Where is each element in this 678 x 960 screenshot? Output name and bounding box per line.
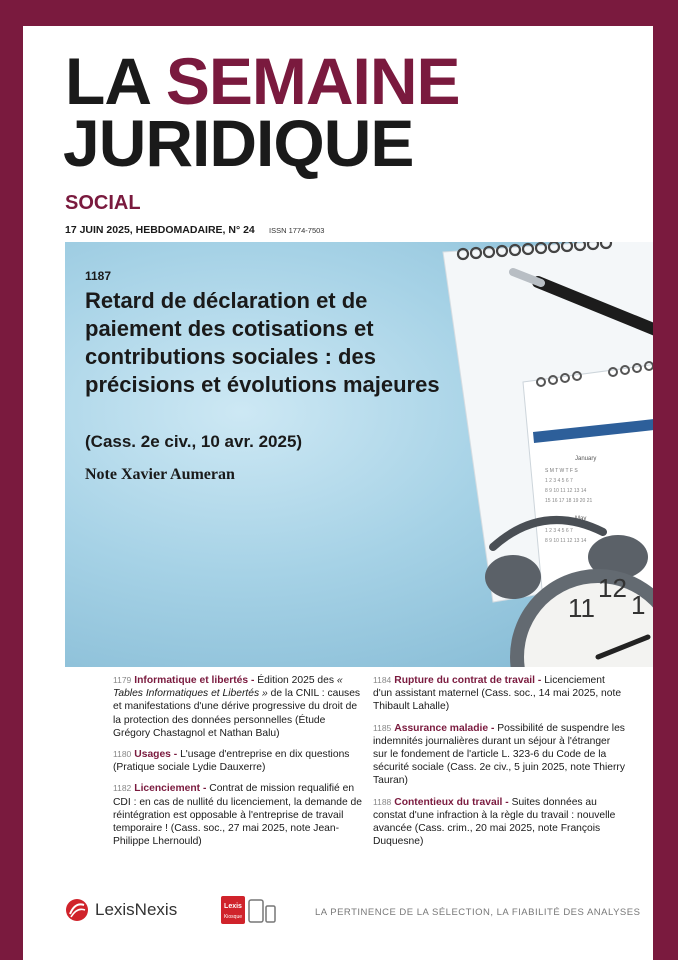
article-reference: (Cass. 2e civ., 10 avr. 2025) [85,432,303,451]
section-title: SOCIAL [65,192,141,214]
entry-topic: Assurance maladie - [394,722,495,734]
svg-text:1 2 3 4 5 6 7: 1 2 3 4 5 6 7 [545,528,573,534]
entry-text: Possibilité de suspendre les indemnités journalières durant un séjour à l'étranger sur le fondement de l'article L. 323-6 du Code de la sécurité sociale (Cass. 2e civ., 5 juin 2025, note Thierry Tauran) [373,722,626,787]
summary-left-column [113,674,365,856]
lexisnexis-emblem-icon [65,898,89,922]
entry-topic: Informatique et libertés - [134,675,255,686]
article-author: Note Xavier Aumeran [85,466,235,483]
calendar-days-header: S M T W T F S [545,468,578,474]
publisher-name: LexisNexis [95,900,178,919]
article-number: 1187 [85,269,112,283]
entry-number: 1180 [113,749,132,760]
summary-entry [373,674,625,714]
entry-topic: Rupture du contrat de travail - [394,675,542,686]
entry-number: 1185 [373,722,392,733]
svg-text:15 16 17 18 19 20 21: 15 16 17 18 19 20 21 [545,498,593,504]
issue-date: 17 JUIN 2025, HEBDOMADAIRE, N° 24 [65,224,255,236]
clock-number-1: 1 [631,590,646,620]
summary-entry [373,722,625,788]
svg-text:1 2 3 4 5 6 7: 1 2 3 4 5 6 7 [545,478,573,484]
issn: ISSN 1774-7503 [269,226,325,235]
cover-page [23,26,653,960]
entry-topic: Contentieux du travail - [394,796,509,808]
summary-right-column [373,674,625,856]
calendar-month-1: January [575,456,597,462]
svg-text:8 9 10 11 12 13 14: 8 9 10 11 12 13 14 [545,538,587,544]
tablet-icon [249,900,263,922]
phone-icon [266,906,275,922]
masthead-semaine: SEMAINE [165,44,460,118]
calendar-month-2: May [575,516,587,522]
entry-number: 1179 [113,675,132,685]
entry-number: 1184 [373,675,392,685]
svg-text:8 9 10 11 12 13 14: 8 9 10 11 12 13 14 [545,488,587,494]
entry-number: 1182 [113,783,132,794]
masthead-la: LA [65,44,149,118]
entry-text-continued: de la CNIL : causes et manifestations d'une dérive progressive du droit de la protection des données personnelles (Étude Grégory Chastagnol et Nathan Balu) [113,688,361,739]
masthead-juridique: JURIDIQUE [63,106,414,180]
kiosque-label-2: Kiosque [223,914,243,920]
entry-topic: Usages - [134,749,178,761]
summary-entry [113,748,365,774]
hero-image [65,242,653,667]
entry-text: Suites données au constat d'une infraction à la règle du travail : nouvelle avancée (Cass. crim., 20 mai 2025, note François Duquesne) [373,796,616,848]
entry-number: 1188 [373,796,392,807]
entry-text: Licenciement d'un assistant maternel (Cass. soc., 14 mai 2025, note Thibault Lahalle) [373,675,622,713]
entry-topic: Licenciement - [134,783,207,795]
lexisnexis-logo [65,898,177,922]
summary-entry [113,782,365,848]
masthead-line-1 [65,44,460,118]
entry-text: Contrat de mission requalifié en CDI : en cas de nullité du licenciement, la demande de réintégration est opposable à l'entreprise de travail temporaire ! (Cass. soc., 27 mai 2025, note Jean-Philippe Lhernould) [113,783,362,848]
clock-number-11: 11 [568,593,595,623]
lexis-kiosque-logo [219,894,279,926]
clock-number-12: 12 [598,573,627,603]
kiosque-label-1: Lexis [224,903,242,910]
summary-entry [373,796,625,849]
entry-text: Édition 2025 des [254,675,337,686]
summary-entry [113,674,365,740]
article-title: Retard de déclaration et de paiement des cotisations et contributions sociales : des précisions et évolutions majeures [85,288,440,397]
slogan: LA PERTINENCE DE LA SÉLECTION, LA FIABILITÉ DES ANALYSES [315,907,641,918]
entry-italic: « Tables Informatiques et Libertés » [113,675,343,700]
entry-text: L'usage d'entreprise en dix questions (Pratique sociale Lydie Dauxerre) [113,749,350,774]
